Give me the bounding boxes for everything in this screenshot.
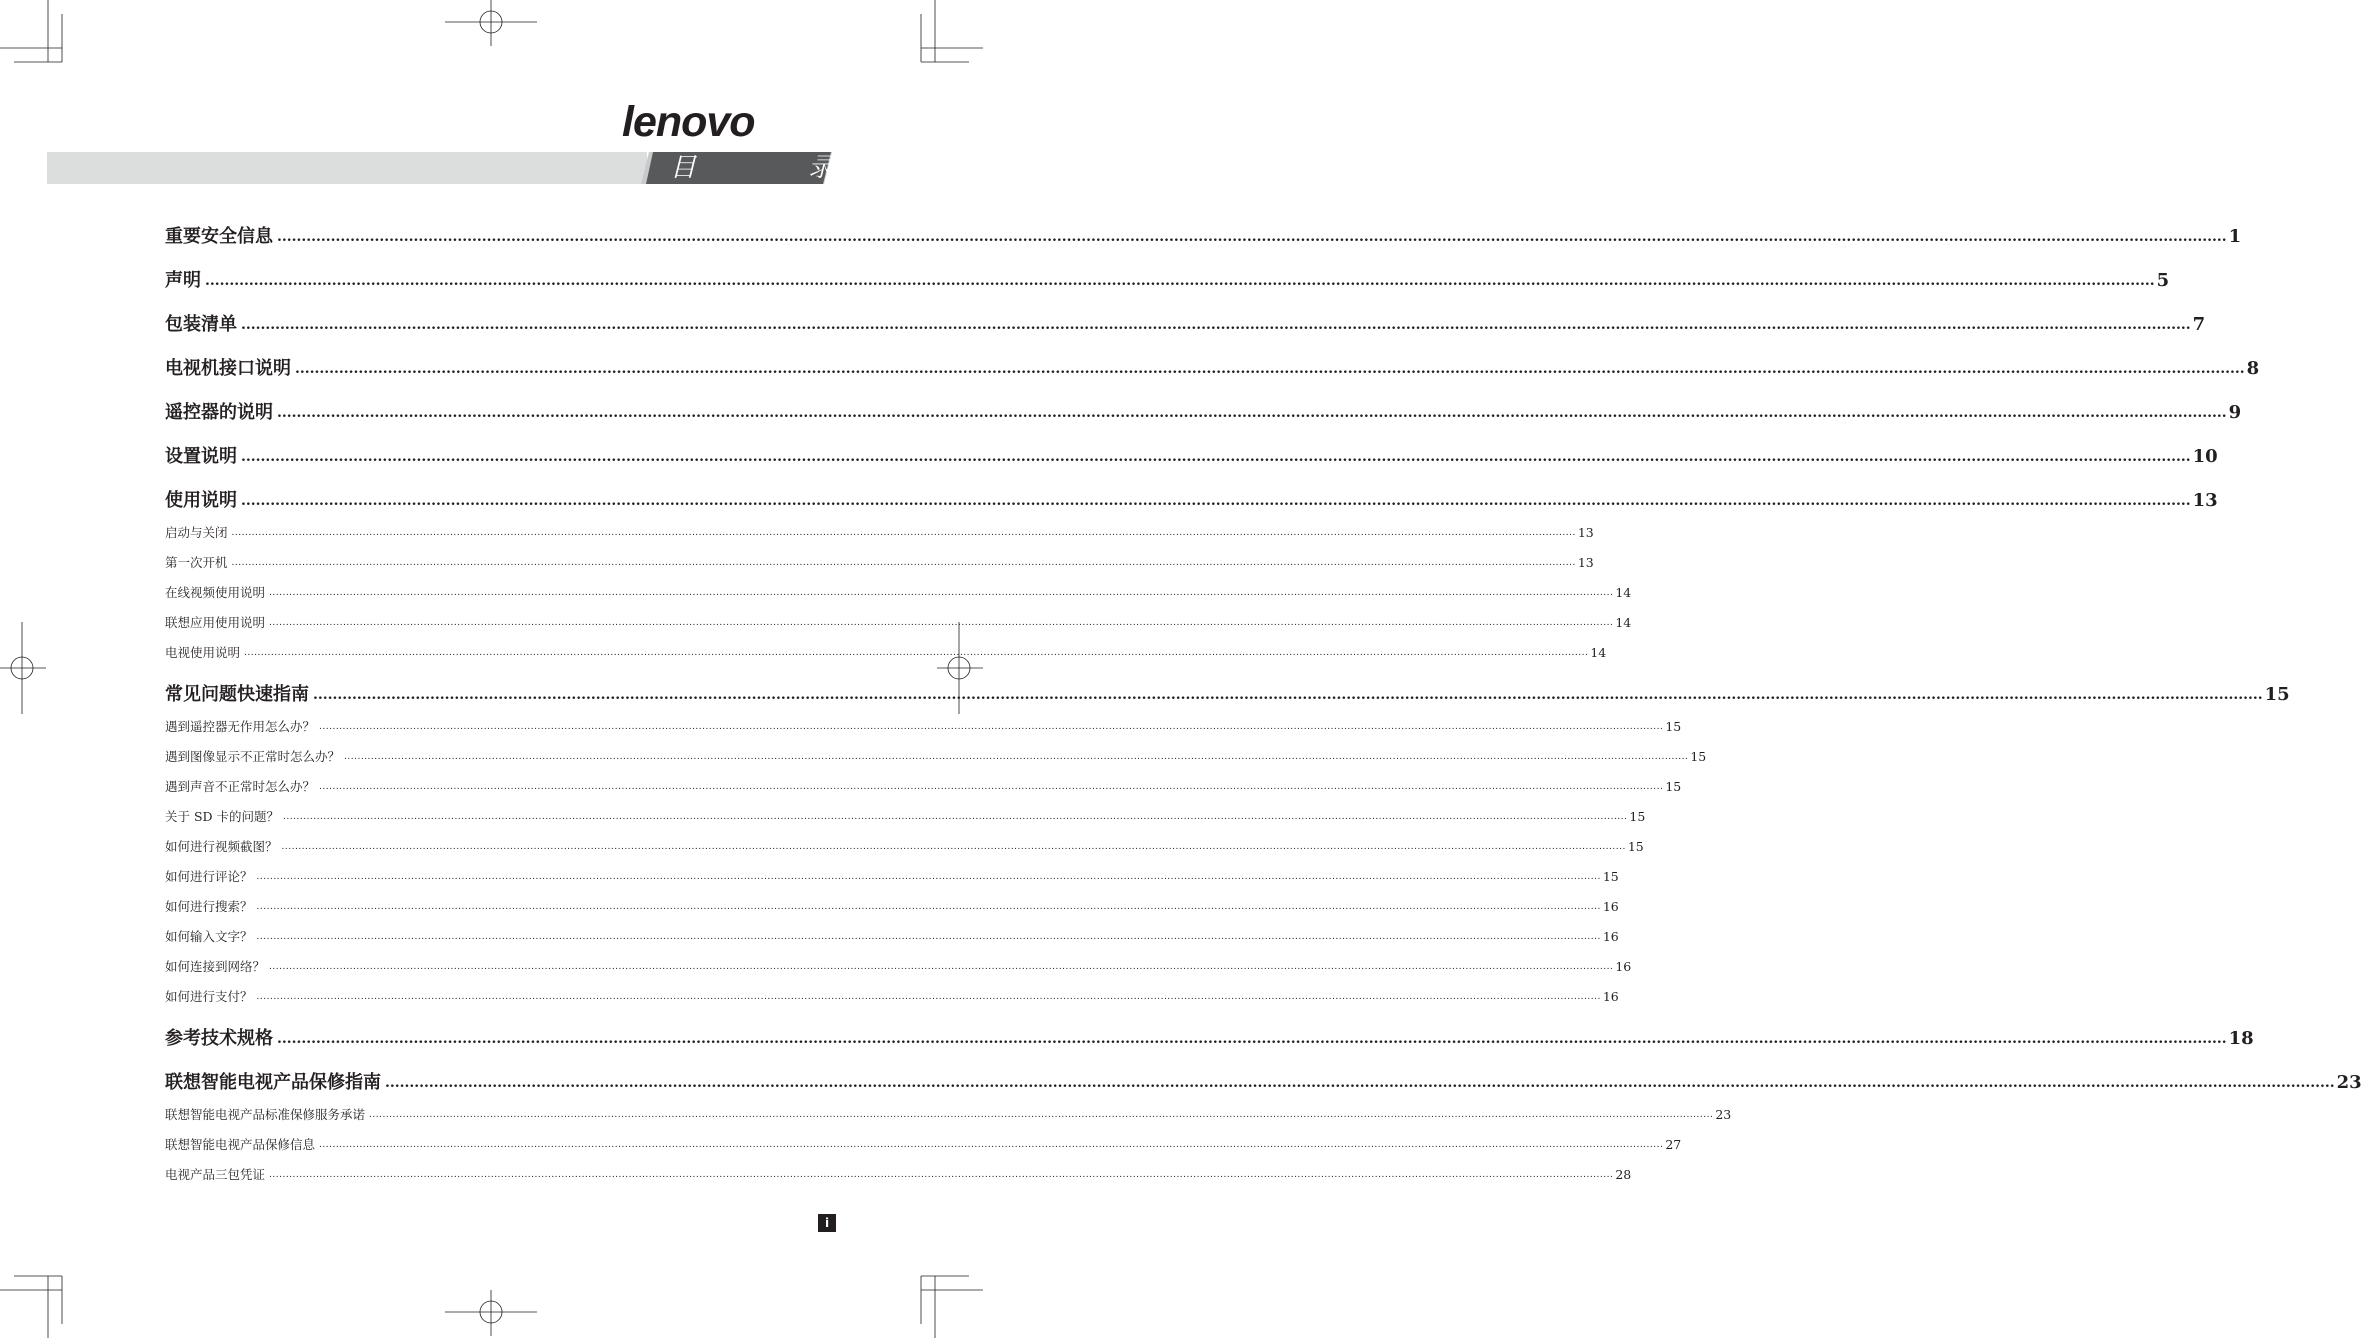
- toc-entry-label: 如何进行评论？: [165, 869, 253, 884]
- toc-subsection[interactable]: [165, 555, 1594, 571]
- toc-entry-page: 15: [1690, 749, 1707, 764]
- toc-subsection[interactable]: [165, 899, 1619, 915]
- toc-entry-label: 遇到图像显示不正常时怎么办？: [165, 749, 341, 764]
- toc-section[interactable]: [165, 225, 2242, 249]
- toc-leader-dots: ................................................................................................................................................................................................................................................................................................................................................................................................................: [231, 528, 1576, 538]
- toc-leader-dots: ................................................................................................................................................................................................................................................................................................................................................................................................................: [205, 273, 2155, 289]
- toc-subsection[interactable]: [165, 809, 1646, 825]
- toc-subsection[interactable]: [165, 1137, 1682, 1153]
- toc-leader-dots: ................................................................................................................................................................................................................................................................................................................................................................................................................: [269, 1170, 1614, 1180]
- toc-subsection[interactable]: [165, 929, 1619, 945]
- toc-leader-dots: ................................................................................................................................................................................................................................................................................................................................................................................................................: [281, 842, 1626, 852]
- toc-subsection[interactable]: [165, 615, 1632, 631]
- toc-entry-label: 如何进行搜索？: [165, 899, 253, 914]
- toc-leader-dots: ................................................................................................................................................................................................................................................................................................................................................................................................................: [277, 405, 2227, 421]
- toc-leader-dots: ................................................................................................................................................................................................................................................................................................................................................................................................................: [256, 992, 1601, 1002]
- toc-entry-label: 包装清单: [165, 314, 237, 335]
- toc-subsection[interactable]: [165, 839, 1644, 855]
- toc-entry-page: 16: [1602, 899, 1619, 914]
- toc-leader-dots: ................................................................................................................................................................................................................................................................................................................................................................................................................: [319, 782, 1664, 792]
- toc-leader-dots: ................................................................................................................................................................................................................................................................................................................................................................................................................: [256, 932, 1601, 942]
- toc-entry-page: 23: [2336, 1072, 2362, 1093]
- toc-subsection[interactable]: [165, 719, 1682, 735]
- toc-entry-page: 1: [2228, 226, 2242, 247]
- toc-entry-page: 13: [1577, 525, 1594, 540]
- toc-leader-dots: ................................................................................................................................................................................................................................................................................................................................................................................................................: [319, 722, 1664, 732]
- toc-entry-page: 28: [1615, 1167, 1632, 1182]
- toc-entry-page: 15: [1627, 839, 1644, 854]
- toc-entry-page: 8: [2246, 358, 2260, 379]
- toc-entry-label: 启动与关闭: [165, 525, 228, 540]
- toc-leader-dots: ................................................................................................................................................................................................................................................................................................................................................................................................................: [269, 962, 1614, 972]
- toc-entry-label: 电视机接口说明: [165, 358, 291, 379]
- toc-entry-page: 14: [1590, 645, 1607, 660]
- toc-leader-dots: ................................................................................................................................................................................................................................................................................................................................................................................................................: [241, 317, 2191, 333]
- toc-section[interactable]: [165, 683, 2290, 707]
- toc-entry-page: 23: [1715, 1107, 1732, 1122]
- toc-leader-dots: ................................................................................................................................................................................................................................................................................................................................................................................................................: [231, 558, 1576, 568]
- toc-leader-dots: ................................................................................................................................................................................................................................................................................................................................................................................................................: [241, 449, 2191, 465]
- toc-entry-label: 遇到遥控器无作用怎么办？: [165, 719, 316, 734]
- toc-leader-dots: ................................................................................................................................................................................................................................................................................................................................................................................................................: [277, 1031, 2227, 1047]
- toc-section[interactable]: [165, 1071, 2362, 1095]
- toc-section[interactable]: [165, 313, 2206, 337]
- toc-leader-dots: ................................................................................................................................................................................................................................................................................................................................................................................................................: [256, 902, 1601, 912]
- toc-entry-page: 9: [2228, 402, 2242, 423]
- toc-subsection[interactable]: [165, 525, 1594, 541]
- toc-section[interactable]: [165, 1027, 2254, 1051]
- toc-entry-page: 13: [2192, 490, 2218, 511]
- toc-entry-label: 如何进行视频截图？: [165, 839, 278, 854]
- toc-entry-page: 16: [1615, 959, 1632, 974]
- toc-entry-page: 13: [1577, 555, 1594, 570]
- page-title: 目 录: [670, 153, 887, 183]
- toc-leader-dots: ................................................................................................................................................................................................................................................................................................................................................................................................................: [269, 618, 1614, 628]
- toc-subsection[interactable]: [165, 749, 1707, 765]
- toc-entry-label: 联想智能电视产品保修信息: [165, 1137, 316, 1152]
- toc-entry-label: 如何输入文字？: [165, 929, 253, 944]
- toc-entry-page: 16: [1602, 989, 1619, 1004]
- toc-entry-page: 15: [1629, 809, 1646, 824]
- toc-entry-label: 联想智能电视产品标准保修服务承诺: [165, 1107, 366, 1122]
- toc-entry-label: 联想智能电视产品保修指南: [165, 1072, 381, 1093]
- toc-entry-label: 电视使用说明: [165, 645, 241, 660]
- toc-leader-dots: ................................................................................................................................................................................................................................................................................................................................................................................................................: [283, 812, 1628, 822]
- toc-section[interactable]: [165, 445, 2218, 469]
- lenovo-logo: lenovo: [622, 98, 755, 146]
- toc-subsection[interactable]: [165, 869, 1619, 885]
- toc-leader-dots: ................................................................................................................................................................................................................................................................................................................................................................................................................: [319, 1140, 1664, 1150]
- toc-entry-label: 设置说明: [165, 446, 237, 467]
- toc-entry-label: 遇到声音不正常时怎么办？: [165, 779, 316, 794]
- toc-leader-dots: ................................................................................................................................................................................................................................................................................................................................................................................................................: [369, 1110, 1714, 1120]
- toc-section[interactable]: [165, 357, 2260, 381]
- toc-entry-page: 5: [2156, 270, 2170, 291]
- toc-entry-label: 第一次开机: [165, 555, 228, 570]
- toc-entry-page: 15: [1602, 869, 1619, 884]
- toc-subsection[interactable]: [165, 645, 1607, 661]
- toc-entry-page: 14: [1615, 585, 1632, 600]
- toc-leader-dots: ................................................................................................................................................................................................................................................................................................................................................................................................................: [313, 687, 2263, 703]
- toc-entry-label: 参考技术规格: [165, 1028, 273, 1049]
- toc-entry-label: 重要安全信息: [165, 226, 273, 247]
- toc-leader-dots: ................................................................................................................................................................................................................................................................................................................................................................................................................: [277, 229, 2227, 245]
- toc-leader-dots: ................................................................................................................................................................................................................................................................................................................................................................................................................: [256, 872, 1601, 882]
- toc-entry-label: 在线视频使用说明: [165, 585, 266, 600]
- toc-entry-label: 关于 SD 卡的问题？: [165, 809, 280, 824]
- toc-subsection[interactable]: [165, 1167, 1632, 1183]
- toc-subsection[interactable]: [165, 959, 1632, 975]
- toc-entry-label: 如何进行支付？: [165, 989, 253, 1004]
- toc-leader-dots: ................................................................................................................................................................................................................................................................................................................................................................................................................: [344, 752, 1689, 762]
- toc-entry-page: 14: [1615, 615, 1632, 630]
- toc-entry-label: 使用说明: [165, 490, 237, 511]
- toc-leader-dots: ................................................................................................................................................................................................................................................................................................................................................................................................................: [244, 648, 1589, 658]
- header-bar: [47, 152, 647, 184]
- toc-entry-page: 10: [2192, 446, 2218, 467]
- page-number-badge: i: [818, 1214, 836, 1232]
- toc-entry-label: 声明: [165, 270, 201, 291]
- toc-entry-page: 7: [2192, 314, 2206, 335]
- toc-entry-page: 15: [2264, 684, 2290, 705]
- toc-subsection[interactable]: [165, 1107, 1732, 1123]
- toc-entry-label: 电视产品三包凭证: [165, 1167, 266, 1182]
- toc-subsection[interactable]: [165, 989, 1619, 1005]
- toc-entry-page: 15: [1665, 779, 1682, 794]
- toc-leader-dots: ................................................................................................................................................................................................................................................................................................................................................................................................................: [269, 588, 1614, 598]
- toc-leader-dots: ................................................................................................................................................................................................................................................................................................................................................................................................................: [295, 361, 2245, 377]
- toc-section[interactable]: [165, 401, 2242, 425]
- toc-entry-label: 常见问题快速指南: [165, 684, 309, 705]
- toc-subsection[interactable]: [165, 585, 1632, 601]
- toc-leader-dots: ................................................................................................................................................................................................................................................................................................................................................................................................................: [385, 1075, 2335, 1091]
- toc-entry-page: 15: [1665, 719, 1682, 734]
- toc-leader-dots: ................................................................................................................................................................................................................................................................................................................................................................................................................: [241, 493, 2191, 509]
- toc-entry-page: 18: [2228, 1028, 2254, 1049]
- toc-entry-label: 联想应用使用说明: [165, 615, 266, 630]
- toc-section[interactable]: [165, 489, 2218, 513]
- toc-entry-label: 遥控器的说明: [165, 402, 273, 423]
- toc-section[interactable]: [165, 269, 2170, 293]
- toc-entry-label: 如何连接到网络？: [165, 959, 266, 974]
- toc-entry-page: 27: [1665, 1137, 1682, 1152]
- toc-entry-page: 16: [1602, 929, 1619, 944]
- toc-subsection[interactable]: [165, 779, 1682, 795]
